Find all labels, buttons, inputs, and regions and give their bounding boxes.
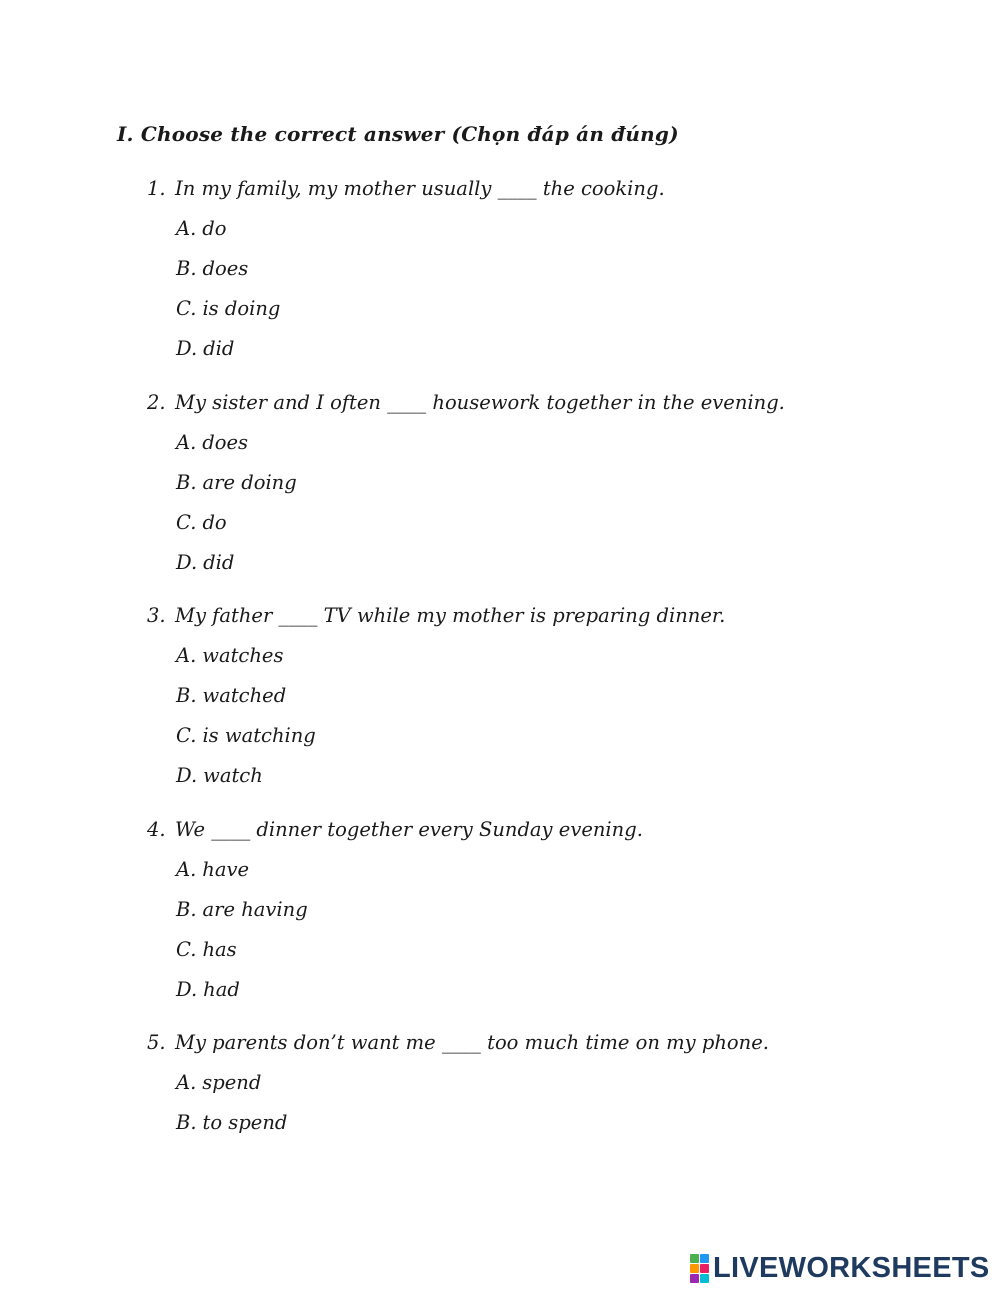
logo-block (700, 1254, 709, 1263)
option-b[interactable] (176, 897, 643, 923)
option-text: watch (203, 764, 263, 787)
option-d[interactable] (176, 336, 665, 362)
question-prompt: In my family, my mother usually ____ the cooking. (175, 177, 665, 200)
option-text: do (202, 217, 227, 240)
option-b[interactable] (176, 683, 725, 709)
question-5 (147, 1030, 769, 1150)
question-prompt: We ____ dinner together every Sunday evening. (175, 818, 643, 841)
option-text: did (203, 337, 235, 360)
option-a[interactable] (176, 216, 665, 242)
option-letter: D. (176, 978, 198, 1001)
option-d[interactable] (176, 763, 725, 789)
option-letter: A. (176, 1071, 197, 1094)
question-4 (147, 817, 643, 1017)
logo-block (690, 1254, 699, 1263)
option-text: has (202, 938, 237, 961)
option-letter: D. (176, 764, 198, 787)
option-text: is watching (202, 724, 316, 747)
option-letter: A. (176, 431, 197, 454)
option-a[interactable] (176, 857, 643, 883)
option-letter: D. (176, 337, 198, 360)
option-text: did (203, 551, 235, 574)
option-letter: B. (176, 257, 197, 280)
option-text: to spend (202, 1111, 288, 1134)
option-letter: B. (176, 1111, 197, 1134)
answer-options (176, 857, 643, 1003)
option-text: spend (202, 1071, 262, 1094)
logo-block (700, 1264, 709, 1273)
option-text: watched (202, 684, 287, 707)
question-text-row (147, 390, 785, 416)
question-text-row (147, 817, 643, 843)
option-text: are having (202, 898, 308, 921)
logo-block (690, 1274, 699, 1283)
option-a[interactable] (176, 430, 785, 456)
answer-options (176, 216, 665, 362)
question-prompt: My father ____ TV while my mother is preparing dinner. (175, 604, 726, 627)
logo-block (690, 1264, 699, 1273)
question-text-row (147, 1030, 769, 1056)
option-letter: C. (176, 724, 197, 747)
option-letter: C. (176, 938, 197, 961)
option-text: watches (202, 644, 284, 667)
option-a[interactable] (176, 643, 725, 669)
option-text: is doing (202, 297, 281, 320)
option-a[interactable] (176, 1070, 769, 1096)
option-letter: D. (176, 551, 198, 574)
option-b[interactable] (176, 256, 665, 282)
question-prompt: My parents don’t want me ____ too much time on my phone. (175, 1031, 769, 1054)
logo-mark-icon (690, 1254, 709, 1283)
answer-options (176, 643, 725, 789)
option-c[interactable] (176, 510, 785, 536)
option-text: does (202, 257, 249, 280)
question-number: 5. (147, 1031, 166, 1054)
question-number: 4. (147, 818, 166, 841)
question-text-row (147, 176, 665, 202)
option-letter: A. (176, 217, 197, 240)
answer-options (176, 1070, 769, 1136)
option-text: does (202, 431, 249, 454)
option-text: do (202, 511, 227, 534)
question-number: 2. (147, 391, 166, 414)
question-3 (147, 603, 725, 803)
liveworksheets-logo (690, 1252, 990, 1285)
option-c[interactable] (176, 296, 665, 322)
question-prompt: My sister and I often ____ housework together in the evening. (175, 391, 785, 414)
option-b[interactable] (176, 1110, 769, 1136)
option-text: had (203, 978, 240, 1001)
question-2 (147, 390, 785, 590)
option-d[interactable] (176, 977, 643, 1003)
option-letter: A. (176, 644, 197, 667)
option-d[interactable] (176, 550, 785, 576)
logo-text: LIVEWORKSHEETS (713, 1252, 990, 1284)
option-text: are doing (202, 471, 297, 494)
question-number: 1. (147, 177, 166, 200)
question-number: 3. (147, 604, 166, 627)
answer-options (176, 430, 785, 576)
option-letter: B. (176, 684, 197, 707)
logo-block (700, 1274, 709, 1283)
option-letter: B. (176, 471, 197, 494)
option-text: have (202, 858, 250, 881)
question-text-row (147, 603, 725, 629)
option-c[interactable] (176, 723, 725, 749)
option-letter: C. (176, 511, 197, 534)
option-b[interactable] (176, 470, 785, 496)
option-letter: B. (176, 898, 197, 921)
section-title: I. Choose the correct answer (Chọn đáp án đúng) (117, 122, 679, 146)
option-c[interactable] (176, 937, 643, 963)
question-1 (147, 176, 665, 376)
option-letter: A. (176, 858, 197, 881)
option-letter: C. (176, 297, 197, 320)
